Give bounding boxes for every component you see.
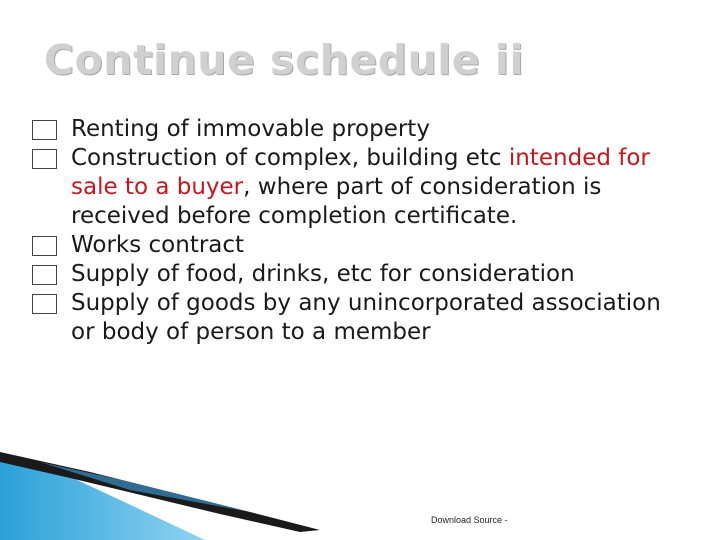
download-source-link[interactable]: Download Source - [431, 515, 508, 525]
checkbox-bullet-icon [32, 120, 57, 140]
slide-title: Continue schedule ii [44, 36, 525, 84]
highlighted-text: intended for sale to a buyer [71, 145, 650, 200]
list-item: Construction of complex, building etc intended for sale to a buyer, where part of consideration is received before completion certificate. [32, 144, 682, 231]
bullet-list [32, 115, 682, 347]
checkbox-bullet-icon [32, 265, 57, 285]
list-item: Works contract [32, 231, 682, 260]
list-item: Renting of immovable property [32, 115, 682, 144]
checkbox-bullet-icon [32, 236, 57, 256]
list-item: Supply of food, drinks, etc for consideration [32, 260, 682, 289]
checkbox-bullet-icon [32, 149, 57, 169]
list-item: Supply of goods by any unincorporated association or body of person to a member [32, 289, 682, 347]
checkbox-bullet-icon [32, 294, 57, 314]
